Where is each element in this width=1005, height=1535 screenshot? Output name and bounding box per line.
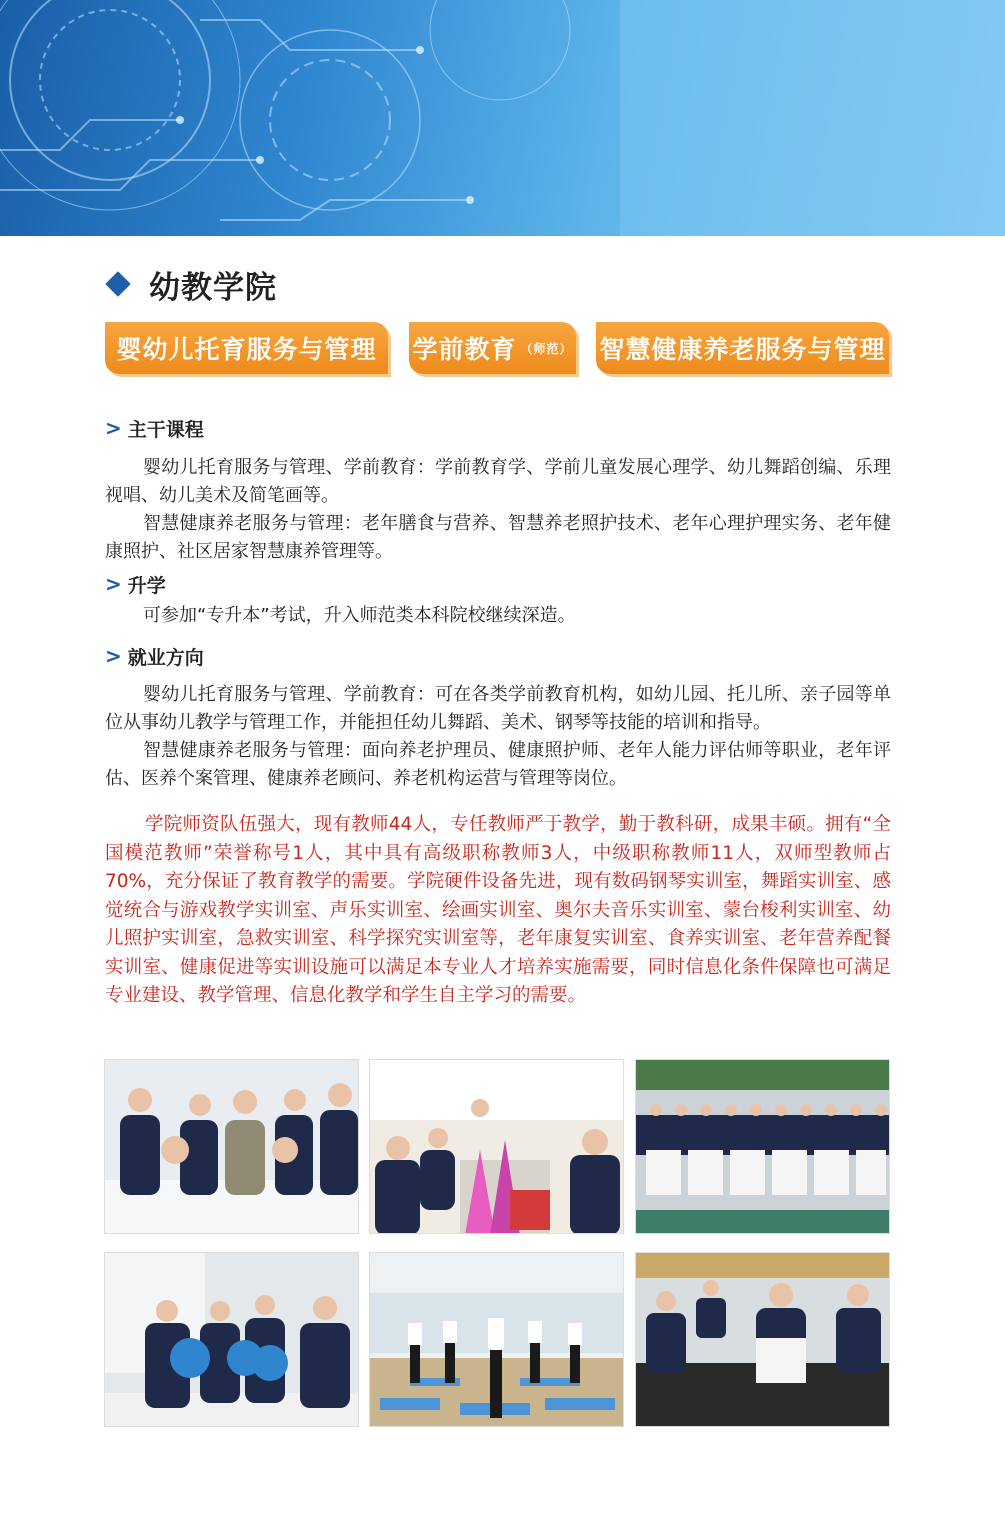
chevron-right-icon: >	[105, 572, 122, 596]
tech-circuit-graphic	[0, 0, 1005, 236]
further-study-heading-text: 升学	[127, 574, 166, 597]
further-study-paragraph: 可参加“专升本”考试，升入师范类本科院校继续深造。	[143, 605, 576, 626]
chevron-right-icon: >	[105, 416, 122, 440]
courses-paragraph-2: 智慧健康养老服务与管理：老年膳食与营养、智慧养老照护技术、老年心理护理实务、老年健康照护、社区居家智慧康养管理等。	[105, 513, 891, 562]
major-tag-elderly-care	[596, 322, 889, 374]
chevron-right-icon: >	[105, 644, 122, 668]
major-tag-preschool	[409, 322, 576, 374]
header-banner	[0, 0, 1005, 236]
major-tag-childcare	[105, 322, 388, 374]
further-study-heading	[105, 571, 166, 597]
employment-heading-text: 就业方向	[127, 646, 204, 669]
photo-art-classroom	[369, 1059, 624, 1234]
employment-paragraph-2: 智慧健康养老服务与管理：面向养老护理员、健康照护师、老年人能力评估师等职业，老年评估、医养个案管理、健康养老顾问、养老机构运营与管理等岗位。	[105, 740, 891, 789]
major-tag-sub: （师范）	[520, 341, 573, 356]
photo-art-exhibition-group	[635, 1059, 890, 1234]
major-tag-label: 智慧健康养老服务与管理	[599, 335, 886, 364]
courses-heading	[105, 415, 204, 441]
page-title: 幼教学院	[149, 269, 277, 306]
photo-piano-lab	[635, 1252, 890, 1427]
diamond-icon	[105, 271, 130, 296]
section-title	[105, 262, 277, 306]
faculty-paragraph: 学院师资队伍强大，现有教师44人，专任教师严于教学，勤于教科研，成果丰硕。拥有“全国模范教师”荣誉称号1人，其中具有高级职称教师3人，中级职称教师11人，双师型教师占70%，充分保证了教育教学的需要。学院硬件设备先进，现有数码钢琴实训室，舞蹈实训室、感觉统合与游戏教学实训室、声乐实训室、绘画实训室、奥尔夫音乐实训室、蒙台梭利实训室、幼儿照护实训室，急救实训室、科学探究实训室等，老年康复实训室、食养实训室、老年营养配餐实训室、健康促进等实训设施可以满足本专业人才培养实施需要，同时信息化条件保障也可满足专业建设、教学管理、信息化教学和学生自主学习的需要。	[105, 814, 891, 1006]
photo-science-globes	[104, 1252, 359, 1427]
major-tag-label: 学前教育	[412, 335, 517, 364]
courses-paragraph-1: 婴幼儿托育服务与管理、学前教育：学前教育学、学前儿童发展心理学、幼儿舞蹈创编、乐理视唱、幼儿美术及简笔画等。	[105, 457, 891, 506]
employment-paragraph-1: 婴幼儿托育服务与管理、学前教育：可在各类学前教育机构，如幼儿园、托儿所、亲子园等单位从事幼儿教学与管理工作，并能担任幼儿舞蹈、美术、钢琴等技能的培训和指导。	[105, 684, 891, 733]
employment-heading	[105, 643, 204, 669]
photo-dance-studio	[369, 1252, 624, 1427]
major-tag-label: 婴幼儿托育服务与管理	[116, 335, 377, 364]
courses-heading-text: 主干课程	[127, 418, 204, 441]
photo-childcare-practice	[104, 1059, 359, 1234]
